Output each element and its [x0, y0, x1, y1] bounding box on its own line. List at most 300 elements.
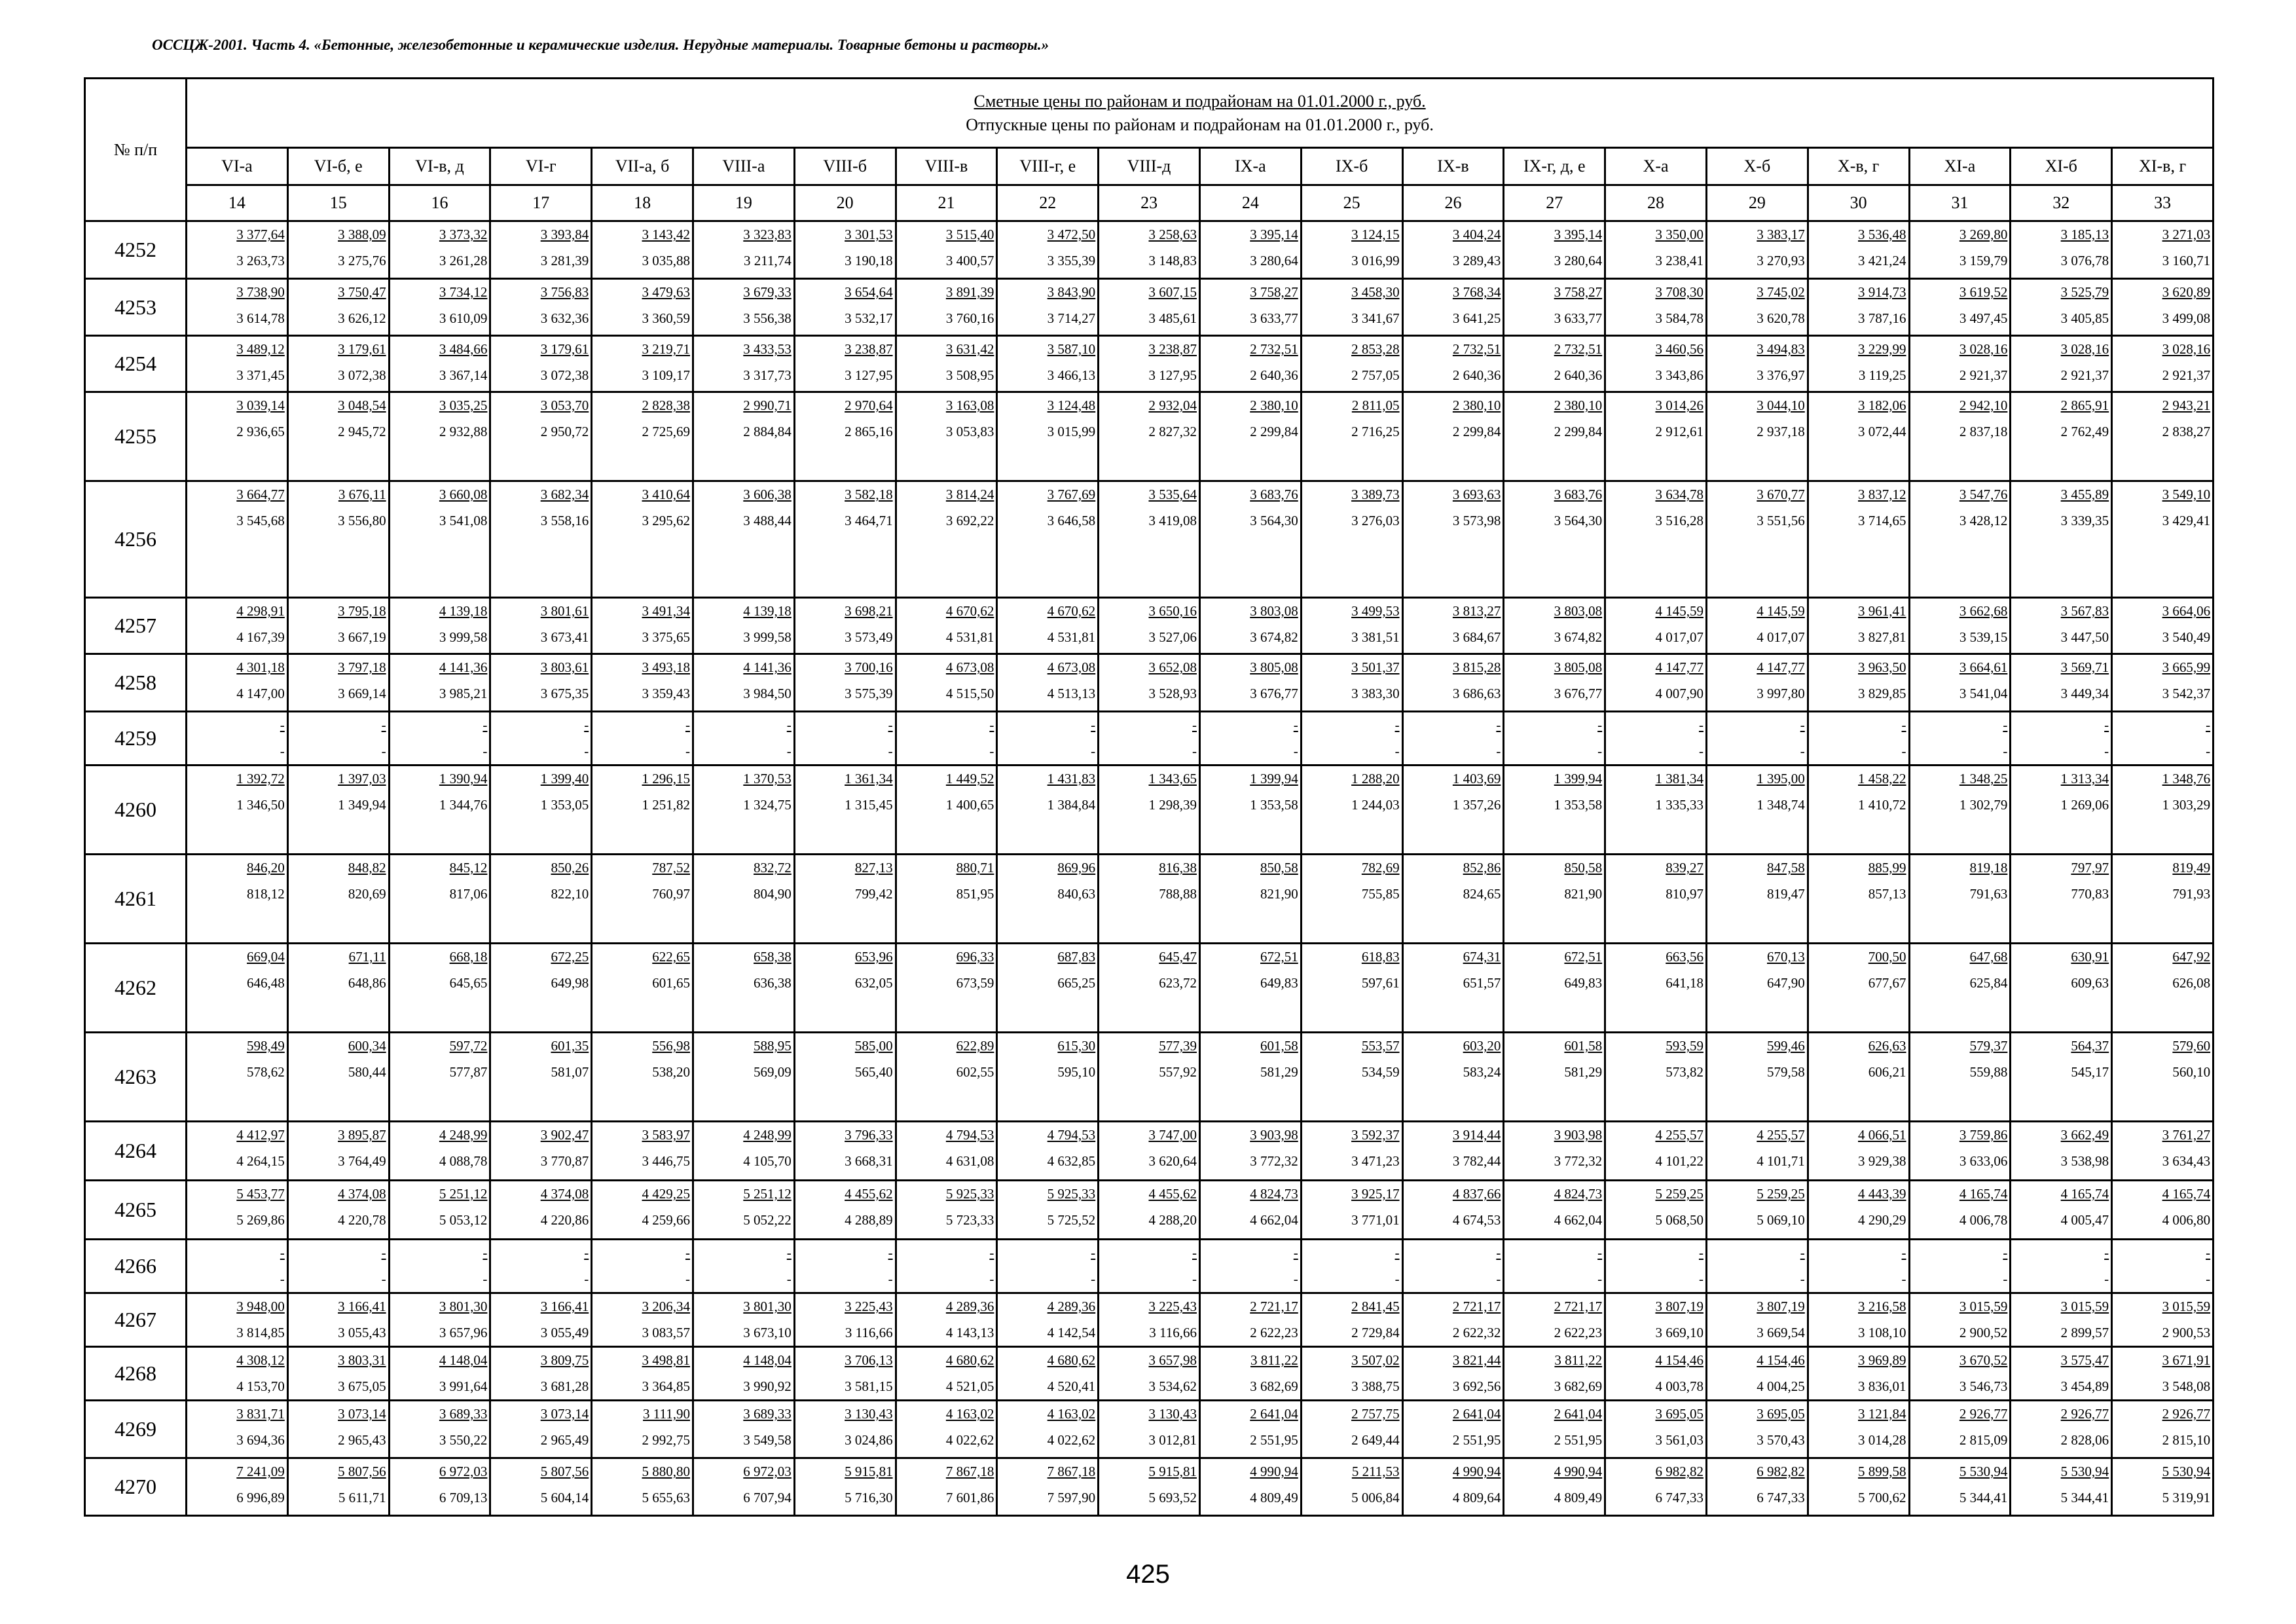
estimate-price: 2 828,38 [642, 397, 690, 413]
release-price: 3 238,41 [1655, 253, 1704, 268]
release-price: 3 620,78 [1757, 310, 1805, 326]
price-cell [997, 1401, 1099, 1458]
release-price: 2 815,10 [2162, 1432, 2211, 1448]
price-cell [1504, 481, 1605, 598]
release-price: 3 016,99 [1351, 253, 1400, 268]
release-price: 3 376,97 [1757, 367, 1805, 383]
price-cell [1402, 654, 1504, 712]
release-price: 3 584,78 [1655, 310, 1704, 326]
release-price: 4 513,13 [1047, 686, 1096, 701]
release-price: - [483, 1271, 488, 1287]
price-cell [1402, 221, 1504, 279]
price-cell [1808, 766, 1909, 855]
estimate-price: 3 549,10 [2162, 487, 2211, 502]
release-price: 609,63 [2071, 975, 2109, 991]
price-cell [2011, 481, 2112, 598]
price-cell [896, 1033, 997, 1122]
price-cell [1199, 855, 1301, 944]
estimate-price: 3 815,28 [1452, 659, 1501, 675]
price-cell [1706, 1401, 1808, 1458]
np-header: № п/п [85, 79, 187, 221]
release-price: 3 375,65 [642, 629, 690, 645]
price-cell [1605, 855, 1707, 944]
estimate-price: 3 682,34 [540, 487, 589, 502]
price-cell [2011, 944, 2112, 1033]
estimate-price: 3 811,22 [1554, 1352, 1603, 1368]
estimate-price: 3 225,43 [1148, 1299, 1197, 1314]
release-price: 3 675,05 [338, 1378, 386, 1394]
estimate-price: 3 395,14 [1250, 227, 1298, 242]
price-cell [187, 1458, 288, 1516]
price-cell [1301, 336, 1402, 392]
price-cell [1199, 1240, 1301, 1293]
release-price: 2 937,18 [1757, 424, 1805, 439]
estimate-price: 2 380,10 [1554, 397, 1603, 413]
price-cell [896, 392, 997, 481]
estimate-price: 3 179,61 [540, 341, 589, 357]
release-price: 1 349,94 [338, 797, 386, 813]
price-cell [1706, 598, 1808, 654]
estimate-price: 819,18 [1969, 860, 2008, 876]
estimate-price: 3 689,33 [439, 1406, 488, 1422]
estimate-price: 3 028,16 [2162, 341, 2211, 357]
price-cell [693, 336, 794, 392]
release-price: - [989, 1271, 994, 1287]
estimate-price: 3 301,53 [845, 227, 893, 242]
release-price: 791,63 [1969, 886, 2008, 902]
price-cell [1706, 481, 1808, 598]
release-price: 3 108,10 [1858, 1325, 1906, 1340]
release-price: 2 640,36 [1250, 367, 1298, 383]
estimate-price: 847,58 [1767, 860, 1805, 876]
price-cell [896, 1122, 997, 1181]
estimate-price: 3 229,99 [1858, 341, 1906, 357]
release-price: 5 269,86 [236, 1212, 285, 1228]
estimate-price: 3 693,63 [1452, 487, 1501, 502]
price-cell [1909, 1181, 2011, 1240]
release-price: 4 632,85 [1047, 1153, 1096, 1169]
estimate-price: 3 206,34 [642, 1299, 690, 1314]
estimate-price: 2 926,77 [2162, 1406, 2211, 1422]
estimate-price: 3 258,63 [1148, 227, 1197, 242]
release-price: 3 516,28 [1655, 513, 1704, 528]
price-cell [1909, 1458, 2011, 1516]
estimate-price: 3 797,18 [338, 659, 386, 675]
release-price: 3 527,06 [1148, 629, 1197, 645]
release-price: - [1496, 743, 1501, 759]
release-price: 5 344,41 [1959, 1490, 2008, 1505]
release-price: 3 364,85 [642, 1378, 690, 1394]
release-price: 4 017,07 [1757, 629, 1805, 645]
price-cell [693, 481, 794, 598]
estimate-price: 653,96 [854, 949, 893, 965]
price-cell [187, 221, 288, 279]
estimate-price: 4 670,62 [1047, 603, 1096, 619]
price-cell [592, 766, 693, 855]
release-price: 2 622,23 [1250, 1325, 1298, 1340]
estimate-price: 6 972,03 [743, 1464, 792, 1479]
release-price: 3 317,73 [743, 367, 792, 383]
price-cell [1909, 1033, 2011, 1122]
region-header: VII-а, б [592, 148, 693, 185]
price-cell [997, 598, 1099, 654]
release-price: 581,29 [1564, 1064, 1603, 1080]
price-cell [997, 279, 1099, 336]
price-cell [1605, 1458, 1707, 1516]
price-cell [1605, 1293, 1707, 1347]
price-cell [1706, 766, 1808, 855]
estimate-price: 2 990,71 [743, 397, 792, 413]
estimate-price: 3 670,77 [1757, 487, 1805, 502]
release-price: 3 485,61 [1148, 310, 1197, 326]
price-cell [1402, 855, 1504, 944]
price-cell [896, 279, 997, 336]
release-price: 3 814,85 [236, 1325, 285, 1340]
release-price: 821,90 [1260, 886, 1298, 902]
price-cell [1301, 1458, 1402, 1516]
estimate-price: 1 381,34 [1655, 771, 1704, 786]
estimate-price: 3 166,41 [338, 1299, 386, 1314]
region-header: X-а [1605, 148, 1707, 185]
price-cell [187, 944, 288, 1033]
region-header-row [85, 148, 2214, 185]
estimate-price: 3 796,33 [845, 1127, 893, 1143]
release-price: 3 999,58 [439, 629, 488, 645]
estimate-price: 3 433,53 [743, 341, 792, 357]
estimate-price: 2 932,04 [1148, 397, 1197, 413]
price-cell [1706, 279, 1808, 336]
region-header: XI-а [1909, 148, 2011, 185]
release-price: 5 725,52 [1047, 1212, 1096, 1228]
region-header: VIII-б [794, 148, 896, 185]
estimate-price: 3 664,06 [2162, 603, 2211, 619]
price-cell [1199, 766, 1301, 855]
price-cell [2011, 1293, 2112, 1347]
estimate-price: 4 673,08 [1047, 659, 1096, 675]
release-price: - [1293, 743, 1298, 759]
estimate-price: 3 803,31 [338, 1352, 386, 1368]
price-cell [2112, 1033, 2214, 1122]
price-cell [389, 855, 490, 944]
price-cell [592, 654, 693, 712]
release-price: 3 714,65 [1858, 513, 1906, 528]
estimate-price: 3 805,08 [1250, 659, 1298, 675]
release-price: 3 339,35 [2060, 513, 2109, 528]
release-price: 646,48 [247, 975, 285, 991]
release-price: 626,08 [2172, 975, 2211, 991]
price-cell [896, 1293, 997, 1347]
release-price: 3 388,75 [1351, 1378, 1400, 1394]
price-cell [592, 944, 693, 1033]
release-price: 3 428,12 [1959, 513, 2008, 528]
estimate-price: - [483, 1245, 488, 1261]
estimate-price: 4 248,99 [439, 1127, 488, 1143]
price-cell [997, 855, 1099, 944]
estimate-price: 3 484,66 [439, 341, 488, 357]
release-price: - [280, 1271, 285, 1287]
price-cell [1301, 1293, 1402, 1347]
price-cell [1706, 855, 1808, 944]
release-price: 545,17 [2071, 1064, 2109, 1080]
price-cell [2011, 1401, 2112, 1458]
release-price: 7 601,86 [945, 1490, 994, 1505]
price-cell [1504, 336, 1605, 392]
price-cell [693, 279, 794, 336]
price-cell [1199, 1458, 1301, 1516]
release-price: - [685, 1271, 690, 1287]
release-price: 3 675,35 [540, 686, 589, 701]
estimate-price: - [483, 717, 488, 733]
price-cell [794, 1458, 896, 1516]
price-cell [1301, 1347, 1402, 1401]
price-cell [389, 944, 490, 1033]
price-cell [490, 481, 592, 598]
estimate-price: 4 165,74 [2060, 1186, 2109, 1202]
table-row [85, 1293, 2214, 1347]
estimate-price: 3 575,47 [2060, 1352, 2109, 1368]
release-price: 641,18 [1666, 975, 1704, 991]
estimate-price: 3 795,18 [338, 603, 386, 619]
estimate-price: 3 269,80 [1959, 227, 2008, 242]
release-price: 5 052,22 [743, 1212, 792, 1228]
estimate-price: 3 811,22 [1250, 1352, 1298, 1368]
price-cell [2011, 1181, 2112, 1240]
price-cell [1909, 392, 2011, 481]
column-number: 24 [1199, 185, 1301, 221]
estimate-price: 4 673,08 [945, 659, 994, 675]
estimate-price: 3 801,30 [743, 1299, 792, 1314]
estimate-price: 3 498,81 [642, 1352, 690, 1368]
column-number: 25 [1301, 185, 1402, 221]
release-price: 4 022,62 [945, 1432, 994, 1448]
release-price: 2 936,65 [236, 424, 285, 439]
price-cell [187, 1122, 288, 1181]
release-price: 3 545,68 [236, 513, 285, 528]
estimate-price: 668,18 [449, 949, 488, 965]
price-cell [1909, 1401, 2011, 1458]
estimate-price: 2 865,91 [2060, 397, 2109, 413]
price-cell [592, 279, 693, 336]
price-cell [1301, 766, 1402, 855]
release-price: 2 899,57 [2060, 1325, 2109, 1340]
release-price: 3 471,23 [1351, 1153, 1400, 1169]
region-header: IX-в [1402, 148, 1504, 185]
row-code: 4270 [85, 1458, 187, 1516]
release-price: 1 344,76 [439, 797, 488, 813]
price-cell [997, 766, 1099, 855]
estimate-price: 4 374,08 [540, 1186, 589, 1202]
column-number: 17 [490, 185, 592, 221]
estimate-price: 2 641,04 [1554, 1406, 1603, 1422]
release-price: 1 410,72 [1858, 797, 1906, 813]
price-cell [1402, 1458, 1504, 1516]
estimate-price: - [2104, 717, 2109, 733]
region-header: VI-а [187, 148, 288, 185]
release-price: 5 716,30 [845, 1490, 893, 1505]
estimate-price: 3 163,08 [945, 397, 994, 413]
price-cell [794, 1347, 896, 1401]
release-price: 3 447,50 [2060, 629, 2109, 645]
price-cell [287, 336, 389, 392]
estimate-price: 4 165,74 [1959, 1186, 2008, 1202]
price-cell [187, 1240, 288, 1293]
estimate-price: 4 145,59 [1655, 603, 1704, 619]
estimate-price: - [888, 717, 893, 733]
price-cell [1808, 392, 1909, 481]
table-row [85, 336, 2214, 392]
release-price: 606,21 [1868, 1064, 1906, 1080]
price-cell [287, 1458, 389, 1516]
price-cell [1199, 1122, 1301, 1181]
price-cell [1706, 221, 1808, 279]
price-cell [1909, 336, 2011, 392]
region-header: IX-г, д, е [1504, 148, 1605, 185]
price-cell [490, 1347, 592, 1401]
release-price: 3 280,64 [1250, 253, 1298, 268]
release-price: 677,67 [1868, 975, 1906, 991]
price-cell [389, 1401, 490, 1458]
price-cell [693, 712, 794, 766]
release-price: 3 055,43 [338, 1325, 386, 1340]
estimate-price: 4 794,53 [945, 1127, 994, 1143]
price-cell [1706, 944, 1808, 1033]
release-price: 4 264,15 [236, 1153, 285, 1169]
release-price: 2 649,44 [1351, 1432, 1400, 1448]
column-number: 28 [1605, 185, 1707, 221]
price-cell [1706, 1033, 1808, 1122]
estimate-price: 553,57 [1361, 1038, 1400, 1054]
estimate-price: 599,46 [1767, 1038, 1805, 1054]
release-price: 3 674,82 [1554, 629, 1603, 645]
estimate-price: - [1597, 1245, 1603, 1261]
price-cell [1706, 1293, 1808, 1347]
release-price: 1 324,75 [743, 797, 792, 813]
estimate-price: 3 650,16 [1148, 603, 1197, 619]
price-cell [1402, 712, 1504, 766]
release-price: 3 692,22 [945, 513, 994, 528]
estimate-price: 3 389,73 [1351, 487, 1400, 502]
estimate-price: - [989, 717, 994, 733]
release-price: 5 723,33 [945, 1212, 994, 1228]
estimate-price: 3 039,14 [236, 397, 285, 413]
price-cell [1504, 1181, 1605, 1240]
release-price: 821,90 [1564, 886, 1603, 902]
estimate-price: 3 679,33 [743, 284, 792, 300]
estimate-price: - [1293, 717, 1298, 733]
price-cell [1301, 598, 1402, 654]
release-price: - [1800, 1271, 1805, 1287]
release-price: - [1394, 1271, 1400, 1287]
estimate-price: 3 271,03 [2162, 227, 2211, 242]
estimate-price: - [786, 717, 792, 733]
estimate-price: 3 607,15 [1148, 284, 1197, 300]
estimate-price: 3 807,19 [1655, 1299, 1704, 1314]
release-price: - [2104, 743, 2109, 759]
release-price: 3 261,28 [439, 253, 488, 268]
release-price: - [1091, 743, 1096, 759]
estimate-price: 4 148,04 [439, 1352, 488, 1368]
estimate-price: 4 066,51 [1858, 1127, 1906, 1143]
price-cell [1199, 1181, 1301, 1240]
estimate-price: - [685, 1245, 690, 1261]
price-cell [896, 1240, 997, 1293]
estimate-price: 4 163,02 [945, 1406, 994, 1422]
row-code: 4256 [85, 481, 187, 598]
price-cell [1706, 1181, 1808, 1240]
estimate-price: 5 807,56 [540, 1464, 589, 1479]
price-cell [389, 1458, 490, 1516]
price-cell [1504, 1458, 1605, 1516]
release-price: 3 341,67 [1351, 310, 1400, 326]
release-price: 5 655,63 [642, 1490, 690, 1505]
price-cell [2112, 1458, 2214, 1516]
estimate-price: 3 015,59 [2162, 1299, 2211, 1314]
price-cell [1301, 221, 1402, 279]
price-cell [1199, 1347, 1301, 1401]
estimate-price: 3 111,90 [643, 1406, 690, 1422]
release-price: 818,12 [247, 886, 285, 902]
estimate-price: 3 695,05 [1757, 1406, 1805, 1422]
price-cell [1199, 1293, 1301, 1347]
price-cell [693, 221, 794, 279]
price-cell [1199, 279, 1301, 336]
estimate-price: 5 211,53 [1351, 1464, 1400, 1479]
estimate-price: 797,97 [2071, 860, 2109, 876]
row-code: 4269 [85, 1401, 187, 1458]
estimate-price: 3 745,02 [1757, 284, 1805, 300]
column-number: 30 [1808, 185, 1909, 221]
price-cell [2011, 712, 2112, 766]
price-cell [2112, 855, 2214, 944]
release-price: - [381, 743, 386, 759]
estimate-price: 626,63 [1868, 1038, 1906, 1054]
price-cell [1199, 336, 1301, 392]
release-price: 810,97 [1666, 886, 1704, 902]
estimate-price: 3 073,14 [338, 1406, 386, 1422]
release-price: 3 263,73 [236, 253, 285, 268]
price-cell [1402, 1240, 1504, 1293]
release-price: 2 551,95 [1452, 1432, 1501, 1448]
release-price: 632,05 [854, 975, 893, 991]
estimate-price: 2 641,04 [1250, 1406, 1298, 1422]
price-cell [2112, 392, 2214, 481]
estimate-price: 4 824,73 [1250, 1186, 1298, 1202]
estimate-price: 3 460,56 [1655, 341, 1704, 357]
price-cell [1099, 1401, 1200, 1458]
estimate-price: 672,51 [1564, 949, 1603, 965]
estimate-price: 5 530,94 [1959, 1464, 2008, 1479]
release-price: 1 353,58 [1250, 797, 1298, 813]
release-price: 5 069,10 [1757, 1212, 1805, 1228]
table-row [85, 1458, 2214, 1516]
release-price: 4 167,39 [236, 629, 285, 645]
estimate-price: 3 914,73 [1858, 284, 1906, 300]
estimate-price: 3 582,18 [845, 487, 893, 502]
release-price: 601,65 [652, 975, 690, 991]
estimate-price: 1 399,94 [1554, 771, 1603, 786]
release-price: 1 348,74 [1757, 797, 1805, 813]
release-price: 3 446,75 [642, 1153, 690, 1169]
estimate-price: 2 853,28 [1351, 341, 1400, 357]
price-cell [1909, 1122, 2011, 1181]
price-cell [389, 1181, 490, 1240]
price-cell [490, 1181, 592, 1240]
estimate-price: 577,39 [1159, 1038, 1197, 1054]
estimate-price: 2 811,05 [1351, 397, 1400, 413]
estimate-price: 3 747,00 [1148, 1127, 1197, 1143]
price-cell [1706, 336, 1808, 392]
price-cell [389, 766, 490, 855]
